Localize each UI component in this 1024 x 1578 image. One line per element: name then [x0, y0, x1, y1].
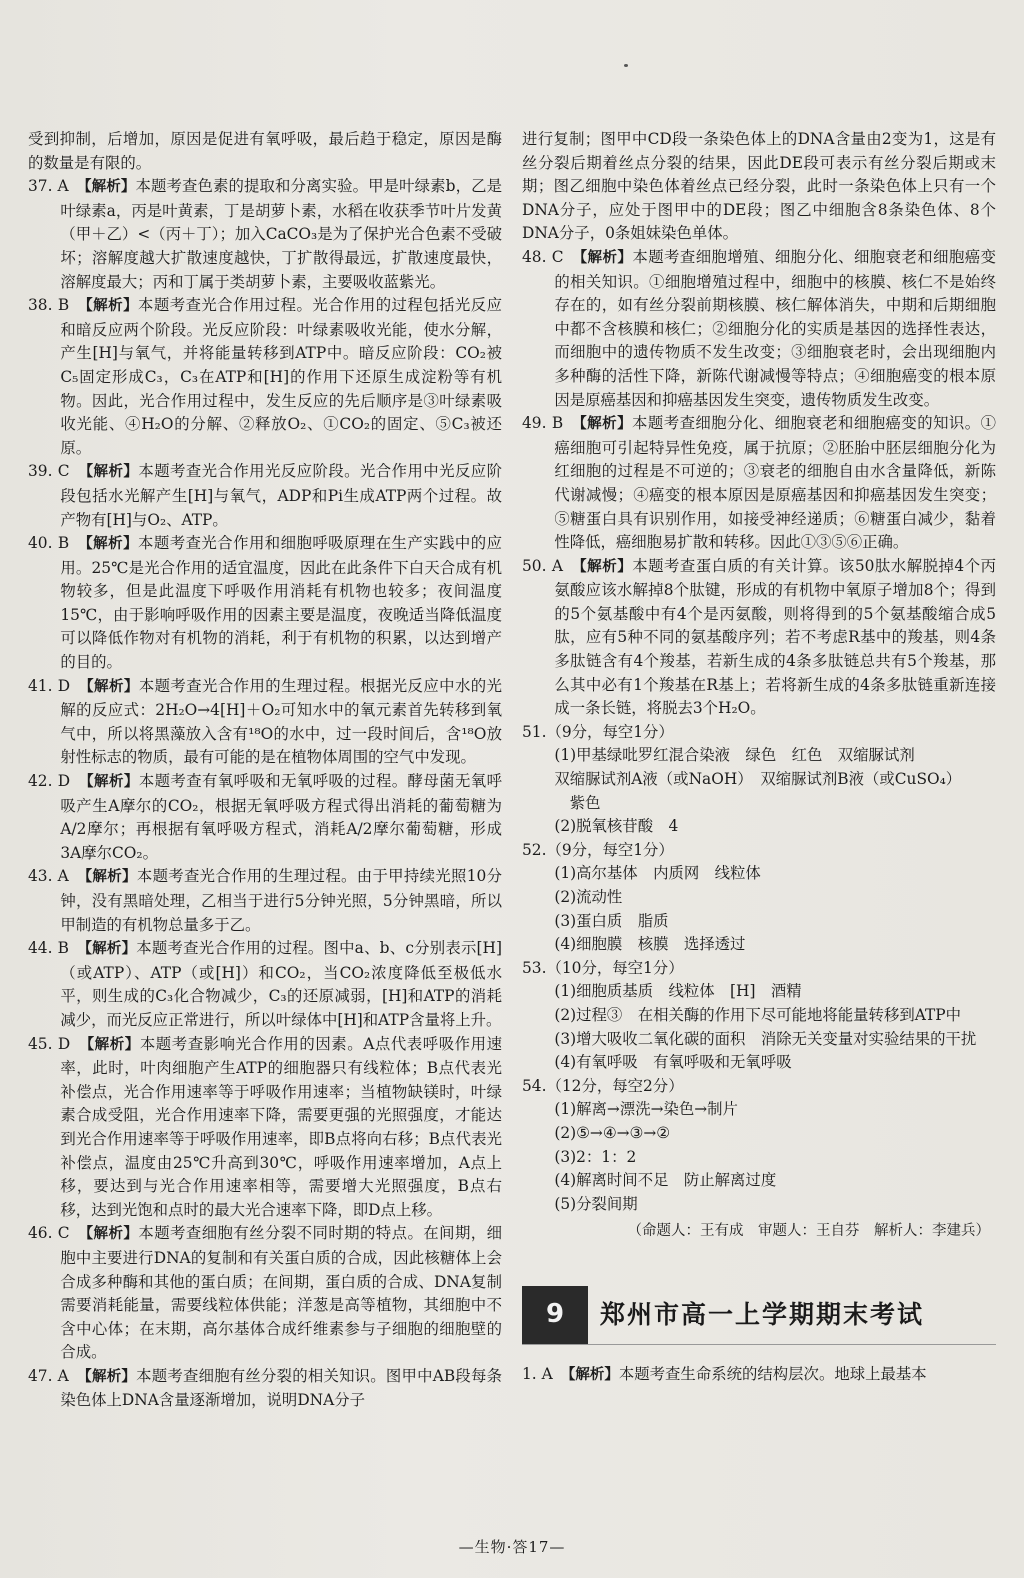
answer-text: 本题考查蛋白质的有关计算。该50肽水解脱掉4个丙氨酸应该水解掉8个肽键，形成的有机物中氧原子增加8个；得到的5个氨基酸中有4个是丙氨酸，则将得到的5个氨基酸缩合成5肽，应有5种不同的氨基酸序列；若不考虑R基中的羧基，则4条多肽链含有4个羧基，若新生成的4条多肽链总共有5个羧基，那么其中必有1个羧基在R基上；若将新生成的4条多肽链重新连接成一条长链，将脱去3个H₂O。: [554, 556, 996, 718]
answer-text: 本题考查有氧呼吸和无氧呼吸的过程。酵母菌无氧呼吸产生A摩尔的CO₂，根据无氧呼吸方程式得出消耗的葡萄糖为A/2摩尔；再根据有氧呼吸方程式，消耗A/2摩尔葡萄糖，形成3A摩尔CO₂。: [60, 772, 502, 862]
answer-text: 本题考查影响光合作用的因素。A点代表呼吸作用速率，此时，叶肉细胞产生ATP的细胞器只有线粒体；B点代表光补偿点，光合作用速率等于呼吸作用速率；当植物缺镁时，叶绿素合成受阻，光合作用速率下降，需要更强的光照强度，才能达到光合作用速率等于呼吸作用速率，即B点将向右移；B点代表光补偿点，温度由25℃升高到30℃，呼吸作用速率增加，A点上移，要达到与光合作用速率相等，需要增大光照强度，B点右移，达到光饱和点时的最大光合速率下降，即D点上移。: [60, 1034, 502, 1219]
answer-list-right: [522, 246, 996, 721]
answer-text: 本题考查光合作用的生理过程。根据光反应中水的光解的反应式：2H₂O→4[H]＋O₂可知水中的氧元素首先转移到氧气中，所以将黑藻放入含有¹⁸O的水中，过一段时间后，含¹⁸O放射性标志的物质，最有可能的是在植物体周围的空气中发现。: [60, 676, 502, 767]
section-title: 郑州市高一上学期期末考试: [600, 1300, 925, 1330]
answer-line: (2)流动性: [554, 888, 623, 906]
answer-line: 紫色: [569, 793, 601, 812]
answer-number: 43. A: [28, 867, 69, 886]
analysis-tag: 【解析】: [84, 1368, 137, 1385]
answer-number: 42. D: [28, 772, 71, 791]
answer-number: 47. A: [28, 1366, 69, 1385]
answer-51-head: 51.（9分，每空1分）: [522, 722, 674, 741]
answer-line: (4)有氧呼吸 有氧呼吸和无氧呼吸: [554, 1053, 792, 1072]
analysis-tag: 【解析】: [85, 464, 139, 481]
answer-item: [28, 1365, 502, 1413]
answer-item: [28, 175, 502, 294]
answer-number: 38. B: [28, 296, 70, 315]
answer-line: (2)⑤→④→③→②: [554, 1123, 671, 1142]
page-footer: —生物·答17—: [458, 1538, 566, 1556]
answer-line: (3)增大吸收二氧化碳的面积 消除无关变量对实验结果的干扰: [554, 1029, 977, 1048]
answer-line: (1)细胞质基质 线粒体 [H] 酒精: [554, 982, 802, 1001]
left-column: [28, 128, 502, 1413]
answer-item: [28, 1222, 502, 1365]
answer-line: (4)细胞膜 核膜 选择透过: [554, 935, 746, 954]
answer-line: (3)蛋白质 脂质: [554, 911, 669, 930]
answer-list-left: [28, 175, 502, 1413]
answer-item: [522, 1363, 996, 1388]
answer-text: 本题考查生命系统的结构层次。地球上最基本: [618, 1364, 927, 1383]
answer-52-head: 52.（9分，每空1分）: [522, 840, 674, 859]
answer-text: 本题考查色素的提取和分离实验。甲是叶绿素b，乙是叶绿素a，丙是叶黄素，丁是胡萝卜素，水稻在收获季节叶片发黄（甲＋乙）<（丙＋丁）；加入CaCO₃是为了保护光合色素不受破坏；溶解度越大扩散速度越快，丁扩散得最远，扩散速度最快，溶解度最大；丙和丁属于类胡萝卜素，主要吸收蓝紫光。: [60, 177, 503, 291]
answer-54: [522, 1075, 996, 1217]
answer-line: (2)脱氧核苷酸 4: [554, 817, 679, 836]
answer-line: (1)解离→漂洗→染色→制片: [554, 1100, 738, 1119]
section-banner: [522, 1286, 996, 1345]
answer-line: (1)高尔基体 内质网 线粒体: [554, 864, 761, 883]
analysis-tag: 【解析】: [86, 678, 139, 695]
answer-text: 本题考查细胞有丝分裂的相关知识。图甲中AB段每条染色体上DNA含量逐渐增加，说明DNA分子: [60, 1366, 502, 1410]
answer-54-head: 54.（12分，每空2分）: [522, 1076, 684, 1095]
answer-line: (1)甲基绿吡罗红混合染液 绿色 红色 双缩脲试剂: [554, 746, 915, 765]
answer-number: 39. C: [28, 462, 70, 481]
answer-number: 45. D: [28, 1034, 71, 1053]
analysis-tag: 【解析】: [84, 869, 137, 886]
answer-line: (2)过程③ 在相关酶的作用下尽可能地将能量转移到ATP中: [554, 1005, 962, 1024]
answer-52: [522, 839, 996, 957]
analysis-tag: 【解析】: [579, 249, 633, 266]
answer-text: 本题考查细胞有丝分裂不同时期的特点。在间期，细胞中主要进行DNA的复制和有关蛋白质的合成，因此核糖体上会合成多种酶和其他的蛋白质；在间期，蛋白质的合成、DNA复制需要消耗能量，需要线粒体供能；洋葱是高等植物，其细胞中不含中心体；在末期，高尔基体合成纤维素参与子细胞的细胞壁的合成。: [60, 1224, 502, 1362]
right-column: [522, 128, 996, 1388]
answer-51: [522, 721, 996, 839]
section-number: 9: [522, 1286, 588, 1344]
analysis-tag: 【解析】: [568, 1366, 619, 1383]
answer-number: 41. D: [28, 676, 71, 695]
answer-item: [28, 294, 502, 460]
answer-item: [28, 1033, 502, 1223]
answer-53-head: 53.（10分，每空1分）: [522, 958, 684, 977]
analysis-tag: 【解析】: [84, 941, 137, 958]
analysis-tag: 【解析】: [85, 536, 139, 553]
answer-text: 本题考查细胞增殖、细胞分化、细胞衰老和细胞癌变的相关知识。①细胞增殖过程中，细胞中的核膜、核仁不是始终存在的，如有丝分裂前期核膜、核仁解体消失，中期和后期细胞中都不含核膜和核仁；②细胞分化的实质是基因的选择性表达，而细胞中的遗传物质不发生改变；③细胞衰老时，会出现细胞内多种酶的活性下降，新陈代谢减慢等特点；④细胞癌变的根本原因是原癌基因和抑癌基因发生突变，遗传物质发生改变。: [554, 247, 996, 409]
answer-number: 50. A: [522, 556, 563, 575]
analysis-tag: 【解析】: [86, 1036, 140, 1053]
analysis-tag: 【解析】: [84, 179, 136, 196]
answer-line: 双缩脲试剂A液（或NaOH） 双缩脲试剂B液（或CuSO₄）: [554, 770, 962, 789]
answer-53: [522, 957, 996, 1075]
answer-item: [28, 770, 502, 865]
answer-item: [522, 412, 996, 555]
analysis-tag: 【解析】: [579, 558, 633, 575]
answer-number: 48. C: [522, 247, 564, 266]
answer-item: [28, 865, 502, 937]
analysis-tag: 【解析】: [579, 416, 633, 433]
answer-number: 44. B: [28, 939, 69, 958]
answer-number: 46. C: [28, 1224, 70, 1243]
answer-item: [522, 555, 996, 721]
continued-paragraph: 进行复制；图甲中CD段一条染色体上的DNA含量由2变为1，这是有丝分裂后期着丝点分裂的结果，因此DE段可表示有丝分裂后期或末期；图乙细胞中染色体着丝点已经分裂，此时一条染色体上只有一个DNA分子，应处于图甲中的DE段；图乙中细胞含8条染色体、8个DNA分子，0条姐妹染色单体。: [522, 130, 996, 243]
scan-speck: [624, 64, 628, 67]
analysis-tag: 【解析】: [86, 774, 139, 791]
answer-line: (4)解离时间不足 防止解离过度: [554, 1171, 777, 1190]
answer-text: 本题考查光合作用过程。光合作用的过程包括光反应和暗反应两个阶段。光反应阶段：叶绿素吸收光能，使水分解，产生[H]与氧气，并将能量转移到ATP中。暗反应阶段：CO₂被C₅固定形成C₃，C₃在ATP和[H]的作用下还原生成淀粉等有机物。因此，光合作用过程中，发生反应的先后顺序是③叶绿素吸收光能、④H₂O的分解、②释放O₂、①CO₂的固定、⑤C₃被还原。: [60, 296, 502, 457]
answer-number: 49. B: [522, 414, 564, 433]
answer-item: [522, 246, 996, 412]
answer-text: 本题考查光合作用和细胞呼吸原理在生产实践中的应用。25℃是光合作用的适宜温度，因此在此条件下白天合成有机物较多，但是此温度下呼吸作用消耗有机物也较多；夜间温度15℃，由于影响呼吸作用的因素主要是温度，夜晚适当降低温度可以降低作物对有机物的消耗，利于有机物的积累，以达到增产的目的。: [60, 534, 502, 672]
answer-item: [28, 532, 502, 675]
answer-number: 1. A: [522, 1364, 553, 1383]
credits-line: （命题人：王有成 审题人：王自芬 解析人：李建兵）: [627, 1223, 990, 1240]
answer-line: (3)2：1：2: [554, 1147, 637, 1166]
answer-text: 本题考查光合作用的生理过程。由于甲持续光照10分钟，没有黑暗处理，乙相当于进行5分钟光照，5分钟黑暗，所以甲制造的有机物总量多于乙。: [60, 867, 502, 934]
analysis-tag: 【解析】: [85, 298, 139, 315]
answer-item: [28, 937, 502, 1032]
answer-line: (5)分裂间期: [554, 1194, 638, 1213]
analysis-tag: 【解析】: [85, 1226, 139, 1243]
answer-text: 本题考查细胞分化、细胞衰老和细胞癌变的知识。①癌细胞可引起特异性免疫，属于抗原；②胚胎中胚层细胞分化为红细胞的过程是不可逆的；③衰老的细胞自由水含量降低，新陈代谢减慢；④癌变的根本原因是原癌基因和抑癌基因发生突变；⑤糖蛋白具有识别作用，如接受神经递质；⑥糖蛋白减少，黏着性降低，癌细胞易扩散和转移。因此①③⑤⑥正确。: [554, 414, 996, 552]
answer-text: 本题考查光合作用光反应阶段。光合作用中光反应阶段包括水光解产生[H]与氧气，ADP和Pi生成ATP两个过程。故产物有[H]与O₂、ATP。: [60, 462, 502, 529]
answer-text: 本题考查光合作用的过程。图中a、b、c分别表示[H]（或ATP）、ATP（或[H]）和CO₂，当CO₂浓度降低至极低水平，则生成的C₃化合物减少，C₃的还原减弱，[H]和ATP的消耗减少，而光反应正常进行，所以叶绿体中[H]和ATP含量将上升。: [60, 939, 502, 1029]
answer-item: [28, 460, 502, 532]
answer-number: 40. B: [28, 534, 70, 553]
continued-paragraph: 受到抑制，后增加，原因是促进有氧呼吸，最后趋于稳定，原因是酶的数量是有限的。: [28, 130, 502, 172]
answer-number: 37. A: [28, 177, 69, 196]
answer-item: [28, 675, 502, 770]
